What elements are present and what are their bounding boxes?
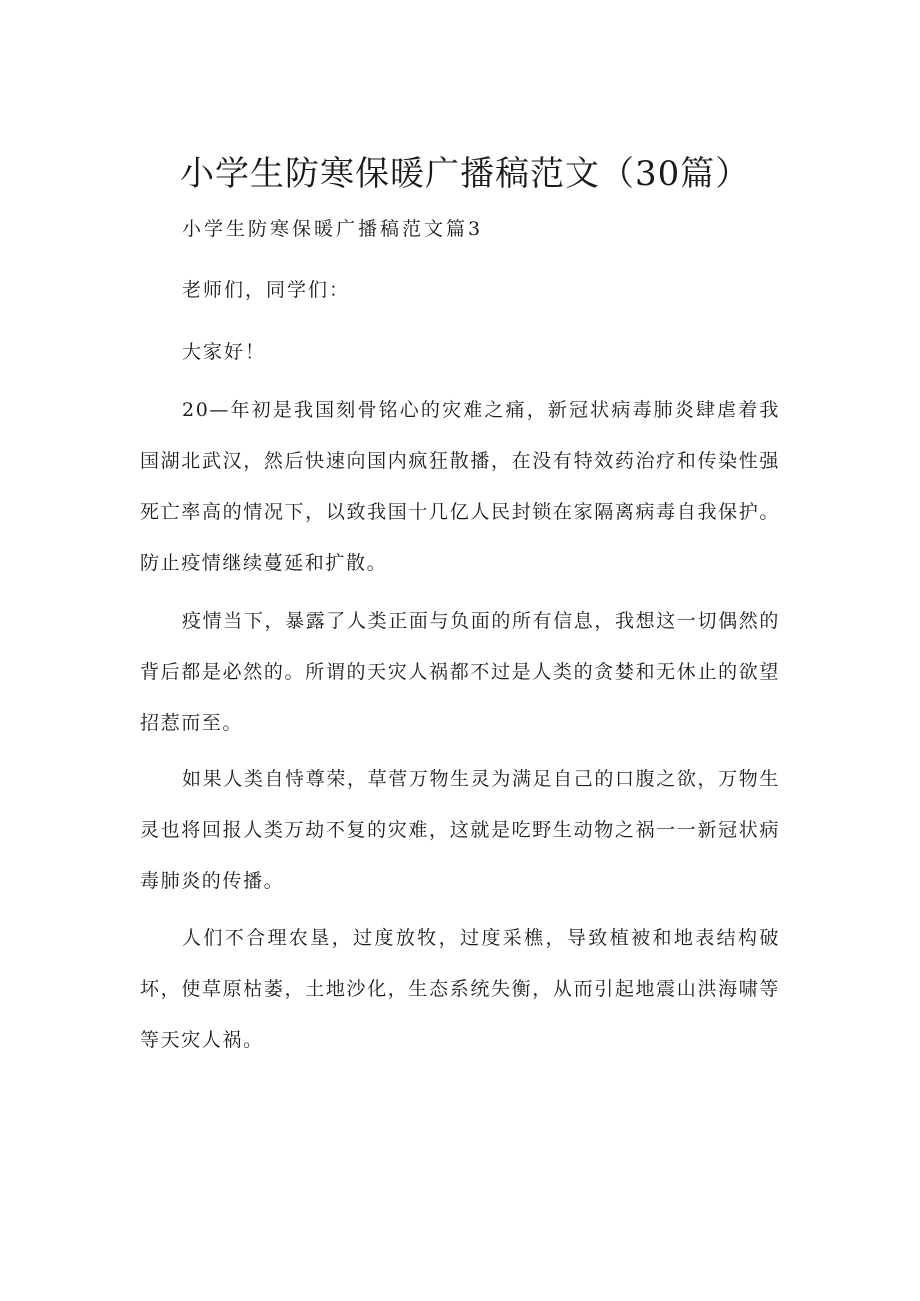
document-subtitle: 小学生防寒保暖广播稿范文篇3 bbox=[182, 218, 484, 240]
paragraph-3: 如果人类自恃尊荣，草菅万物生灵为满足自己的口腹之欲，万物生灵也将回报人类万劫不复的灾难，这就是吃野生动物之祸一一新冠状病毒肺炎的传播。 bbox=[140, 768, 780, 892]
paragraph-1: 20—年初是我国刻骨铭心的灾难之痛，新冠状病毒肺炎肆虐着我国湖北武汉，然后快速向国内疯狂散播，在没有特效药治疗和传染性强死亡率高的情况下，以致我国十几亿人民封锁在家隔离病毒自我保护。防止疫情继续蔓延和扩散。 bbox=[140, 399, 780, 574]
salutation: 老师们，同学们： bbox=[182, 279, 351, 301]
greeting: 大家好！ bbox=[182, 341, 267, 363]
paragraph-2: 疫情当下，暴露了人类正面与负面的所有信息，我想这一切偶然的背后都是必然的。所谓的天灾人祸都不过是人类的贪婪和无休止的欲望招惹而至。 bbox=[140, 610, 780, 734]
paragraph-4: 人们不合理农垦，过度放牧，过度采樵，导致植被和地表结构破坏，使草原枯萎，土地沙化，生态系统失衡，从而引起地震山洪海啸等等天灾人祸。 bbox=[140, 927, 780, 1051]
document-title: 小学生防寒保暖广播稿范文（30篇） bbox=[180, 154, 751, 194]
